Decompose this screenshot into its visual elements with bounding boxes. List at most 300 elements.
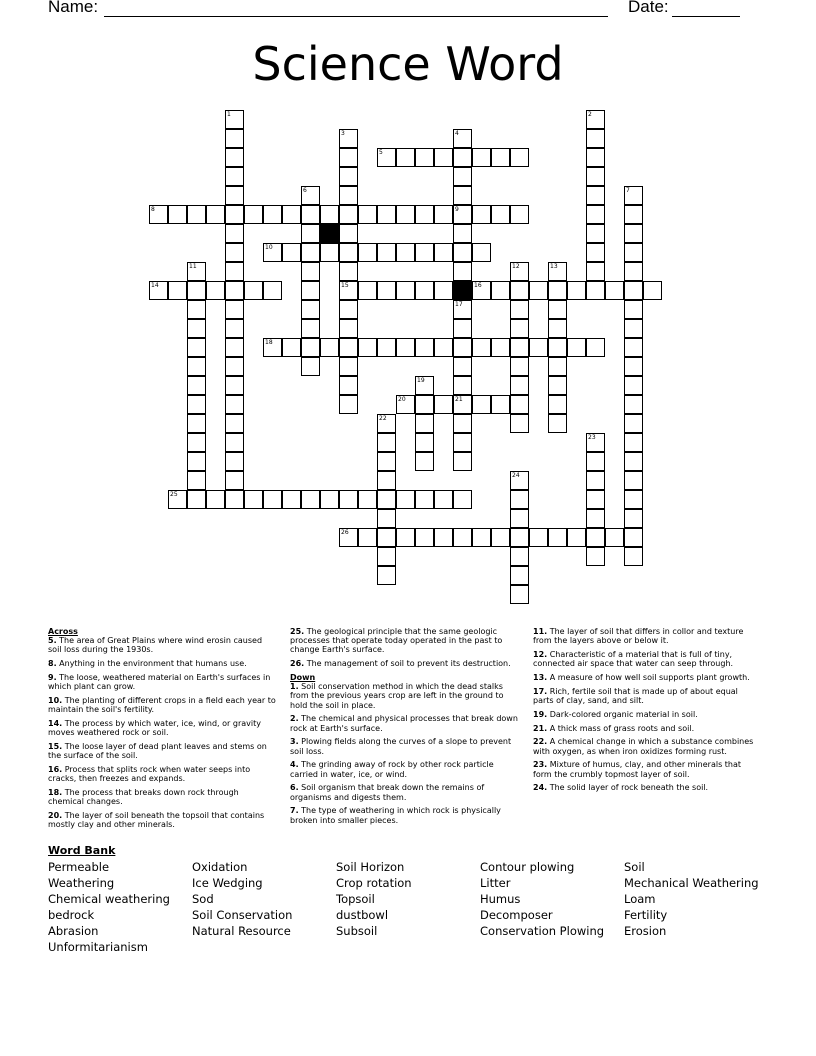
- word-bank-column: [336, 859, 412, 939]
- grid-cell[interactable]: [168, 205, 187, 224]
- grid-cell[interactable]: [206, 281, 225, 300]
- grid-cell[interactable]: [187, 395, 206, 414]
- grid-cell[interactable]: [301, 243, 320, 262]
- grid-cell[interactable]: [225, 338, 244, 357]
- grid-cell[interactable]: [225, 357, 244, 376]
- clue: [533, 724, 761, 733]
- grid-cell[interactable]: [301, 490, 320, 509]
- clue-text: A chemical change in which a substance combines with oxygen, as when iron oxidizes forming rust.: [533, 737, 754, 756]
- clue: [48, 719, 276, 737]
- grid-cell[interactable]: [415, 338, 434, 357]
- grid-cell[interactable]: [453, 243, 472, 262]
- grid-cell[interactable]: [491, 528, 510, 547]
- grid-cell[interactable]: [453, 319, 472, 338]
- grid-cell[interactable]: [415, 243, 434, 262]
- grid-cell[interactable]: [453, 433, 472, 452]
- grid-cell[interactable]: [225, 433, 244, 452]
- grid-cell[interactable]: [453, 357, 472, 376]
- grid-cell[interactable]: [339, 376, 358, 395]
- clue: [48, 788, 276, 806]
- clue-number-label: 20.: [48, 811, 63, 820]
- grid-cell[interactable]: [301, 205, 320, 224]
- grid-cell[interactable]: [510, 357, 529, 376]
- grid-cell[interactable]: [586, 547, 605, 566]
- grid-cell[interactable]: [263, 205, 282, 224]
- clue-number-label: 8.: [48, 659, 57, 669]
- clue-text: The geological principle that the same geologic processes that operate today operated in the past to change Earth's surface.: [290, 627, 503, 655]
- grid-cell[interactable]: [434, 205, 453, 224]
- grid-cell[interactable]: [453, 452, 472, 471]
- grid-cell[interactable]: [548, 338, 567, 357]
- grid-cell[interactable]: [472, 148, 491, 167]
- grid-cell[interactable]: [472, 528, 491, 547]
- grid-cell[interactable]: [415, 490, 434, 509]
- word-bank-item: Topsoil: [336, 892, 375, 907]
- grid-cell[interactable]: [472, 395, 491, 414]
- grid-cell[interactable]: [377, 490, 396, 509]
- grid-cell[interactable]: [301, 281, 320, 300]
- grid-cell[interactable]: [453, 167, 472, 186]
- clue: [290, 737, 520, 755]
- grid-cell[interactable]: [225, 224, 244, 243]
- clue-section-heading: Down: [290, 673, 316, 682]
- grid-cell[interactable]: [586, 509, 605, 528]
- grid-cell[interactable]: [567, 528, 586, 547]
- grid-cell[interactable]: [586, 471, 605, 490]
- clue-number-label: 23.: [533, 760, 548, 770]
- grid-cell[interactable]: [434, 338, 453, 357]
- grid-cell[interactable]: [301, 357, 320, 376]
- grid-cell[interactable]: [491, 148, 510, 167]
- word-bank-item: Ice Wedging: [192, 876, 263, 891]
- grid-cell[interactable]: [510, 414, 529, 433]
- grid-cell[interactable]: [415, 433, 434, 452]
- grid-cell[interactable]: [605, 281, 624, 300]
- grid-cell[interactable]: [548, 376, 567, 395]
- grid-cell[interactable]: [548, 414, 567, 433]
- grid-cell[interactable]: [187, 281, 206, 300]
- grid-cell[interactable]: [301, 319, 320, 338]
- clue-number-label: 12.: [533, 650, 548, 659]
- clue: [533, 710, 761, 719]
- grid-cell[interactable]: [472, 205, 491, 224]
- word-bank-item: Litter: [480, 876, 511, 891]
- grid-cell[interactable]: [434, 528, 453, 547]
- clue-number-label: 4.: [290, 760, 299, 770]
- grid-cell[interactable]: [453, 338, 472, 357]
- grid-cell[interactable]: [624, 319, 643, 338]
- grid-cell[interactable]: [624, 262, 643, 281]
- grid-cell[interactable]: [339, 262, 358, 281]
- word-bank-item: Soil Horizon: [336, 860, 405, 874]
- word-bank-item: Soil: [624, 860, 645, 874]
- clue-number-label: 15.: [48, 742, 63, 751]
- grid-cell[interactable]: [529, 338, 548, 357]
- word-bank-item: dustbowl: [336, 908, 389, 923]
- grid-cell[interactable]: [339, 490, 358, 509]
- grid-cell[interactable]: [377, 528, 396, 547]
- grid-cell[interactable]: [358, 338, 377, 357]
- word-bank-item: Chemical weathering: [48, 892, 170, 907]
- clue: [290, 627, 520, 655]
- grid-cell[interactable]: [434, 148, 453, 167]
- clue-number-label: 22.: [533, 737, 548, 747]
- clues-column-3: [533, 627, 761, 797]
- grid-cell[interactable]: [187, 205, 206, 224]
- clue-number: 3: [341, 130, 345, 137]
- grid-cell[interactable]: [225, 205, 244, 224]
- grid-cell[interactable]: [301, 338, 320, 357]
- grid-cell[interactable]: [187, 452, 206, 471]
- grid-cell[interactable]: [453, 414, 472, 433]
- clue: [48, 811, 276, 829]
- grid-cell[interactable]: [225, 452, 244, 471]
- grid-cell[interactable]: [339, 338, 358, 357]
- grid-cell[interactable]: [168, 281, 187, 300]
- clue-number-label: 17.: [533, 686, 548, 696]
- grid-cell[interactable]: [510, 281, 529, 300]
- grid-cell[interactable]: [624, 205, 643, 224]
- grid-cell[interactable]: [320, 205, 339, 224]
- word-bank-item: Weathering: [48, 876, 115, 891]
- grid-cell[interactable]: [586, 490, 605, 509]
- clue: [533, 737, 761, 755]
- grid-cell[interactable]: [586, 528, 605, 547]
- grid-cell[interactable]: [624, 528, 643, 547]
- grid-cell[interactable]: [377, 471, 396, 490]
- grid-cell[interactable]: [624, 224, 643, 243]
- clue-number-label: 9.: [48, 673, 57, 682]
- clue-number-label: 1.: [290, 682, 299, 692]
- grid-cell[interactable]: [529, 281, 548, 300]
- grid-cell[interactable]: [491, 395, 510, 414]
- grid-cell[interactable]: [434, 395, 453, 414]
- clue-text: The process by which water, ice, wind, or gravity moves weathered rock or soil.: [48, 719, 261, 738]
- grid-cell[interactable]: [453, 376, 472, 395]
- grid-cell[interactable]: [396, 338, 415, 357]
- grid-cell[interactable]: [225, 281, 244, 300]
- grid-cell[interactable]: [225, 167, 244, 186]
- grid-cell[interactable]: [624, 433, 643, 452]
- grid-cell[interactable]: [358, 281, 377, 300]
- clue-text: Rich, fertile soil that is made up of about equal parts of clay, sand, and silt.: [533, 686, 738, 705]
- grid-cell[interactable]: [339, 205, 358, 224]
- clue-text: Anything in the environment that humans use.: [56, 659, 247, 669]
- grid-cell[interactable]: [624, 395, 643, 414]
- grid-cell[interactable]: [586, 224, 605, 243]
- grid-cell[interactable]: [624, 281, 643, 300]
- clue-text: The management of soil to prevent its destruction.: [304, 659, 511, 669]
- grid-cell[interactable]: [624, 357, 643, 376]
- grid-cell[interactable]: [567, 338, 586, 357]
- clue-number-label: 18.: [48, 788, 63, 797]
- grid-cell[interactable]: [225, 490, 244, 509]
- grid-cell[interactable]: [434, 490, 453, 509]
- grid-cell[interactable]: [301, 262, 320, 281]
- grid-cell[interactable]: [643, 281, 662, 300]
- grid-cell[interactable]: [377, 433, 396, 452]
- grid-cell[interactable]: [396, 528, 415, 547]
- grid-cell[interactable]: [491, 338, 510, 357]
- grid-cell[interactable]: [339, 395, 358, 414]
- grid-cell[interactable]: [358, 243, 377, 262]
- clue-number: 25: [170, 491, 178, 498]
- grid-cell[interactable]: [206, 490, 225, 509]
- clue: [290, 806, 520, 824]
- word-bank-item: Oxidation: [192, 860, 248, 874]
- grid-cell[interactable]: [415, 395, 434, 414]
- grid-cell[interactable]: [510, 319, 529, 338]
- grid-cell[interactable]: [187, 490, 206, 509]
- clue: [290, 760, 520, 778]
- grid-cell[interactable]: [358, 490, 377, 509]
- grid-cell[interactable]: [624, 338, 643, 357]
- clue-text: The layer of soil that differs in collor and texture from the layers above or below it.: [533, 627, 744, 646]
- grid-cell[interactable]: [187, 357, 206, 376]
- grid-cell[interactable]: [396, 490, 415, 509]
- grid-cell[interactable]: [415, 148, 434, 167]
- grid-cell[interactable]: [263, 281, 282, 300]
- grid-cell[interactable]: [510, 490, 529, 509]
- name-label: Name:: [48, 0, 99, 16]
- grid-cell[interactable]: [472, 338, 491, 357]
- grid-cell[interactable]: [225, 148, 244, 167]
- grid-cell[interactable]: [624, 547, 643, 566]
- grid-cell[interactable]: [510, 547, 529, 566]
- grid-cell[interactable]: [339, 148, 358, 167]
- grid-cell[interactable]: [396, 281, 415, 300]
- word-bank-item: Mechanical Weathering: [624, 876, 759, 891]
- grid-cell[interactable]: [510, 376, 529, 395]
- clue: [533, 687, 761, 705]
- grid-cell[interactable]: [263, 490, 282, 509]
- grid-cell[interactable]: [453, 528, 472, 547]
- grid-cell[interactable]: [624, 376, 643, 395]
- grid-cell[interactable]: [187, 414, 206, 433]
- clue-text: Soil organism that break down the remains of organisms and digests them.: [290, 783, 485, 802]
- grid-cell[interactable]: [624, 509, 643, 528]
- grid-cell[interactable]: [624, 452, 643, 471]
- grid-cell[interactable]: [548, 357, 567, 376]
- grid-cell[interactable]: [453, 186, 472, 205]
- clue-number-label: 14.: [48, 719, 63, 728]
- grid-cell[interactable]: [244, 490, 263, 509]
- grid-cell[interactable]: [548, 300, 567, 319]
- grid-cell[interactable]: [453, 224, 472, 243]
- grid-cell[interactable]: [415, 452, 434, 471]
- grid-cell[interactable]: [472, 243, 491, 262]
- grid-cell[interactable]: [301, 224, 320, 243]
- grid-cell[interactable]: [510, 528, 529, 547]
- grid-cell[interactable]: [339, 300, 358, 319]
- grid-cell[interactable]: [510, 395, 529, 414]
- grid-cell[interactable]: [377, 205, 396, 224]
- grid-cell[interactable]: [377, 338, 396, 357]
- grid-cell[interactable]: [339, 224, 358, 243]
- clue-text: Process that splits rock when water seeps into cracks, then freezes and expands.: [48, 765, 251, 784]
- word-bank-item: Soil Conservation: [192, 908, 293, 923]
- clue-number-label: 21.: [533, 723, 548, 733]
- grid-cell[interactable]: [225, 414, 244, 433]
- grid-cell[interactable]: [358, 528, 377, 547]
- grid-cell[interactable]: [415, 205, 434, 224]
- date-label: Date:: [628, 0, 669, 16]
- grid-cell[interactable]: [320, 243, 339, 262]
- grid-cell[interactable]: [206, 205, 225, 224]
- grid-cell[interactable]: [282, 205, 301, 224]
- clue-section-heading: Across: [48, 627, 78, 636]
- grid-cell[interactable]: [510, 509, 529, 528]
- grid-cell[interactable]: [586, 281, 605, 300]
- grid-cell[interactable]: [320, 490, 339, 509]
- clue-number-label: 24.: [533, 783, 548, 793]
- grid-cell[interactable]: [510, 566, 529, 585]
- grid-cell[interactable]: [415, 281, 434, 300]
- grid-cell[interactable]: [225, 262, 244, 281]
- grid-cell[interactable]: [339, 357, 358, 376]
- grid-cell[interactable]: [510, 205, 529, 224]
- grid-cell[interactable]: [586, 243, 605, 262]
- grid-cell[interactable]: [282, 338, 301, 357]
- clue-text: A thick mass of grass roots and soil.: [547, 723, 695, 733]
- grid-cell[interactable]: [377, 452, 396, 471]
- grid-cell[interactable]: [377, 243, 396, 262]
- grid-cell[interactable]: [320, 338, 339, 357]
- grid-cell[interactable]: [624, 300, 643, 319]
- grid-cell[interactable]: [187, 338, 206, 357]
- clue-text: Characteristic of a material that is full of tiny, connected air space that water can seep through.: [533, 650, 734, 669]
- grid-cell[interactable]: [301, 300, 320, 319]
- grid-cell[interactable]: [415, 414, 434, 433]
- clue-number-label: 2.: [290, 714, 299, 724]
- grid-cell[interactable]: [396, 205, 415, 224]
- word-bank-item: Sod: [192, 892, 214, 907]
- grid-cell[interactable]: [187, 433, 206, 452]
- grid-cell[interactable]: [586, 452, 605, 471]
- grid-cell[interactable]: [491, 281, 510, 300]
- grid-cell[interactable]: [624, 471, 643, 490]
- clue-number-label: 19.: [533, 709, 548, 719]
- grid-cell[interactable]: [225, 376, 244, 395]
- grid-cell[interactable]: [434, 243, 453, 262]
- grid-cell[interactable]: [339, 167, 358, 186]
- clue: [290, 659, 520, 668]
- grid-cell[interactable]: [586, 167, 605, 186]
- grid-cell[interactable]: [225, 243, 244, 262]
- grid-cell[interactable]: [377, 281, 396, 300]
- grid-cell[interactable]: [510, 300, 529, 319]
- grid-cell[interactable]: [586, 129, 605, 148]
- grid-cell[interactable]: [586, 205, 605, 224]
- word-bank-column: [480, 859, 604, 939]
- clue-number: 18: [265, 339, 273, 346]
- grid-cell[interactable]: [415, 528, 434, 547]
- word-bank-item: Crop rotation: [336, 876, 412, 891]
- clue-number: 14: [151, 282, 159, 289]
- grid-cell[interactable]: [586, 338, 605, 357]
- clue-number-label: 5.: [48, 636, 57, 646]
- clue-text: The grinding away of rock by other rock particle carried in water, ice, or wind.: [290, 760, 494, 779]
- grid-cell[interactable]: [548, 281, 567, 300]
- clue-number-label: 3.: [290, 737, 299, 747]
- grid-cell[interactable]: [548, 319, 567, 338]
- clues-column-2: [290, 627, 520, 829]
- grid-cell[interactable]: [586, 186, 605, 205]
- grid-cell[interactable]: [187, 471, 206, 490]
- grid-cell[interactable]: [396, 148, 415, 167]
- word-bank-item: Fertility: [624, 908, 668, 923]
- grid-cell[interactable]: [624, 490, 643, 509]
- grid-cell[interactable]: [453, 490, 472, 509]
- grid-cell[interactable]: [453, 262, 472, 281]
- clue-number: 22: [379, 415, 387, 422]
- grid-cell[interactable]: [244, 205, 263, 224]
- word-bank-item: Loam: [624, 892, 656, 907]
- clue-number: 8: [151, 206, 155, 213]
- grid-cell[interactable]: [339, 243, 358, 262]
- clue-text: Plowing fields along the curves of a slope to prevent soil loss.: [290, 737, 512, 756]
- clue: [48, 659, 276, 668]
- grid-cell[interactable]: [491, 205, 510, 224]
- grid-cell[interactable]: [624, 414, 643, 433]
- page-title: Science Word: [252, 37, 564, 91]
- grid-cell[interactable]: [605, 528, 624, 547]
- grid-cell[interactable]: [377, 566, 396, 585]
- grid-cell[interactable]: [187, 300, 206, 319]
- grid-cell[interactable]: [586, 148, 605, 167]
- clue-number: 16: [474, 282, 482, 289]
- grid-cell[interactable]: [225, 471, 244, 490]
- clue-number: 15: [341, 282, 349, 289]
- grid-cell[interactable]: [548, 528, 567, 547]
- word-bank-item: Humus: [480, 892, 521, 907]
- grid-cell[interactable]: [434, 281, 453, 300]
- grid-cell[interactable]: [624, 243, 643, 262]
- grid-cell[interactable]: [225, 300, 244, 319]
- clue-number: 19: [417, 377, 425, 384]
- grid-cell[interactable]: [510, 148, 529, 167]
- grid-cell[interactable]: [225, 129, 244, 148]
- grid-cell[interactable]: [510, 585, 529, 604]
- grid-cell[interactable]: [377, 509, 396, 528]
- grid-cell[interactable]: [339, 186, 358, 205]
- clue-text: The loose, weathered material on Earth's surfaces in which plant can grow.: [48, 673, 271, 692]
- grid-cell[interactable]: [548, 395, 567, 414]
- clue-number: 5: [379, 149, 383, 156]
- grid-cell[interactable]: [225, 319, 244, 338]
- grid-cell[interactable]: [377, 547, 396, 566]
- clue-number: 7: [626, 187, 630, 194]
- grid-cell[interactable]: [396, 243, 415, 262]
- grid-cell[interactable]: [187, 376, 206, 395]
- grid-cell[interactable]: [567, 281, 586, 300]
- grid-cell[interactable]: [225, 395, 244, 414]
- grid-cell[interactable]: [244, 281, 263, 300]
- grid-cell[interactable]: [339, 319, 358, 338]
- grid-cell[interactable]: [225, 186, 244, 205]
- grid-cell[interactable]: [187, 319, 206, 338]
- grid-cell[interactable]: [529, 528, 548, 547]
- clue-text: The area of Great Plains where wind erosin caused soil loss during the 1930s.: [48, 636, 263, 655]
- clue: [533, 673, 761, 682]
- grid-cell[interactable]: [453, 148, 472, 167]
- grid-cell[interactable]: [282, 243, 301, 262]
- grid-cell[interactable]: [282, 490, 301, 509]
- grid-cell[interactable]: [358, 205, 377, 224]
- clue-number: 21: [455, 396, 463, 403]
- grid-cell[interactable]: [510, 338, 529, 357]
- grid-cell[interactable]: [586, 262, 605, 281]
